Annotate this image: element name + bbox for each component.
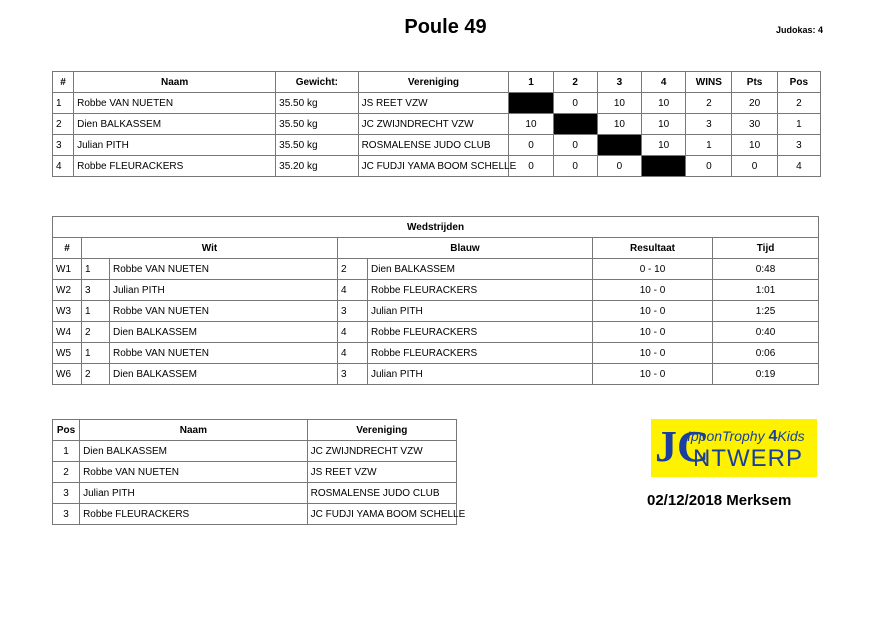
cell-wit-naam: Dien BALKASSEM [110, 322, 338, 343]
cell-wit-naam: Robbe VAN NUETEN [110, 301, 338, 322]
cell-gewicht: 35.50 kg [276, 114, 358, 135]
table-row [53, 280, 819, 301]
cell-self-blank [642, 156, 686, 177]
cell-gewicht: 35.50 kg [276, 93, 358, 114]
cell-resultaat: 10 - 0 [593, 343, 713, 364]
col-vereniging: Vereniging [307, 420, 456, 441]
table-row [53, 483, 457, 504]
table-row [53, 343, 819, 364]
cell-pos: 3 [53, 504, 80, 525]
cell-blauw-naam: Robbe FLEURACKERS [368, 343, 593, 364]
cell-score: 0 [553, 93, 597, 114]
cell-vereniging: JC FUDJI YAMA BOOM SCHELLE [358, 156, 509, 177]
cell-tijd: 1:01 [713, 280, 819, 301]
ippon-trophy-logo [651, 419, 817, 477]
cell-wit-naam: Dien BALKASSEM [110, 364, 338, 385]
judokas-count: Judokas: 4 [775, 25, 823, 35]
cell-wins: 1 [686, 135, 732, 156]
col-gewicht: Gewicht: [276, 72, 358, 93]
col-wins: WINS [686, 72, 732, 93]
cell-score: 10 [642, 135, 686, 156]
cell-naam: Julian PITH [80, 483, 308, 504]
col-pts: Pts [732, 72, 777, 93]
col-wit: Wit [82, 238, 338, 259]
cell-nr: 2 [53, 114, 74, 135]
col-pos: Pos [53, 420, 80, 441]
poule-table [52, 71, 821, 177]
table-row [53, 322, 819, 343]
logo-ippon-text: IpponTrophy 4Kids [687, 428, 805, 445]
cell-vereniging: ROSMALENSE JUDO CLUB [358, 135, 509, 156]
cell-resultaat: 10 - 0 [593, 301, 713, 322]
table-row [53, 441, 457, 462]
cell-vereniging: JC ZWIJNDRECHT VZW [358, 114, 509, 135]
cell-pos: 1 [53, 441, 80, 462]
cell-wit-nr: 2 [82, 322, 110, 343]
logo-jc-mark: JC [655, 422, 709, 471]
ranking-header-row [53, 420, 457, 441]
cell-blauw-nr: 4 [338, 343, 368, 364]
cell-score: 10 [597, 93, 641, 114]
table-row [53, 156, 821, 177]
cell-blauw-nr: 3 [338, 301, 368, 322]
col-vereniging: Vereniging [358, 72, 509, 93]
cell-naam: Dien BALKASSEM [74, 114, 276, 135]
cell-pos: 1 [777, 114, 820, 135]
cell-resultaat: 10 - 0 [593, 364, 713, 385]
cell-wins: 0 [686, 156, 732, 177]
cell-score: 10 [642, 114, 686, 135]
table-row [53, 259, 819, 280]
cell-match-id: W2 [53, 280, 82, 301]
cell-self-blank [509, 93, 553, 114]
cell-blauw-naam: Julian PITH [368, 364, 593, 385]
cell-resultaat: 10 - 0 [593, 280, 713, 301]
col-tijd: Tijd [713, 238, 819, 259]
ranking-table [52, 419, 466, 525]
col-naam: Naam [74, 72, 276, 93]
cell-naam: Robbe VAN NUETEN [80, 462, 308, 483]
table-row [53, 114, 821, 135]
cell-tijd: 1:25 [713, 301, 819, 322]
cell-self-blank [597, 135, 641, 156]
cell-self-blank [553, 114, 597, 135]
cell-score: 10 [509, 114, 553, 135]
cell-wit-nr: 2 [82, 364, 110, 385]
cell-nr: 4 [53, 156, 74, 177]
cell-wit-naam: Robbe VAN NUETEN [110, 343, 338, 364]
cell-pos: 4 [777, 156, 820, 177]
cell-naam: Robbe FLEURACKERS [74, 156, 276, 177]
cell-score: 0 [553, 156, 597, 177]
col-1: 1 [509, 72, 553, 93]
cell-blauw-nr: 2 [338, 259, 368, 280]
page-title: Poule 49 [404, 16, 487, 38]
cell-pts: 30 [732, 114, 777, 135]
logo-antwerp-text: NTWERP [693, 445, 803, 472]
table-row [53, 135, 821, 156]
cell-gewicht: 35.50 kg [276, 135, 358, 156]
cell-pos: 3 [53, 483, 80, 504]
table-row [53, 462, 457, 483]
poule-header-row [53, 72, 821, 93]
col-naam: Naam [80, 420, 308, 441]
cell-vereniging: JS REET VZW [358, 93, 509, 114]
table-row [53, 504, 457, 525]
cell-match-id: W3 [53, 301, 82, 322]
col-resultaat: Resultaat [593, 238, 713, 259]
col-nr: # [53, 238, 82, 259]
cell-wit-nr: 1 [82, 259, 110, 280]
cell-blauw-naam: Robbe FLEURACKERS [368, 322, 593, 343]
cell-wit-nr: 1 [82, 343, 110, 364]
col-3: 3 [597, 72, 641, 93]
cell-tijd: 0:06 [713, 343, 819, 364]
cell-tijd: 0:19 [713, 364, 819, 385]
wedstrijden-title-row [53, 217, 819, 238]
cell-score: 0 [553, 135, 597, 156]
table-row [53, 93, 821, 114]
cell-blauw-nr: 4 [338, 322, 368, 343]
cell-wit-nr: 1 [82, 301, 110, 322]
cell-pos: 2 [777, 93, 820, 114]
table-row [53, 301, 819, 322]
cell-vereniging: JC FUDJI YAMA BOOM SCHELLE [307, 504, 456, 525]
wedstrijden-table [52, 216, 819, 385]
cell-pts: 20 [732, 93, 777, 114]
cell-blauw-naam: Dien BALKASSEM [368, 259, 593, 280]
cell-match-id: W5 [53, 343, 82, 364]
cell-naam: Julian PITH [74, 135, 276, 156]
col-pos: Pos [777, 72, 820, 93]
cell-score: 10 [642, 93, 686, 114]
cell-pos: 2 [53, 462, 80, 483]
cell-resultaat: 10 - 0 [593, 322, 713, 343]
event-date-location: 02/12/2018 Merksem [647, 492, 792, 509]
col-nr: # [53, 72, 74, 93]
col-4: 4 [642, 72, 686, 93]
col-2: 2 [553, 72, 597, 93]
wedstrijden-title: Wedstrijden [53, 217, 819, 238]
cell-vereniging: ROSMALENSE JUDO CLUB [307, 483, 456, 504]
cell-wins: 2 [686, 93, 732, 114]
cell-wins: 3 [686, 114, 732, 135]
cell-blauw-naam: Robbe FLEURACKERS [368, 280, 593, 301]
cell-vereniging: JC ZWIJNDRECHT VZW [307, 441, 456, 462]
cell-naam: Robbe FLEURACKERS [80, 504, 308, 525]
cell-blauw-naam: Julian PITH [368, 301, 593, 322]
cell-nr: 3 [53, 135, 74, 156]
cell-resultaat: 0 - 10 [593, 259, 713, 280]
cell-match-id: W1 [53, 259, 82, 280]
cell-tijd: 0:48 [713, 259, 819, 280]
cell-naam: Robbe VAN NUETEN [74, 93, 276, 114]
cell-wit-nr: 3 [82, 280, 110, 301]
cell-score: 0 [509, 135, 553, 156]
cell-nr: 1 [53, 93, 74, 114]
col-blauw: Blauw [338, 238, 593, 259]
cell-score: 10 [597, 114, 641, 135]
table-row [53, 364, 819, 385]
cell-wit-naam: Julian PITH [110, 280, 338, 301]
cell-tijd: 0:40 [713, 322, 819, 343]
cell-pts: 0 [732, 156, 777, 177]
cell-match-id: W4 [53, 322, 82, 343]
cell-blauw-nr: 4 [338, 280, 368, 301]
cell-naam: Dien BALKASSEM [80, 441, 308, 462]
wedstrijden-header-row [53, 238, 819, 259]
cell-match-id: W6 [53, 364, 82, 385]
cell-gewicht: 35.20 kg [276, 156, 358, 177]
cell-wit-naam: Robbe VAN NUETEN [110, 259, 338, 280]
cell-pts: 10 [732, 135, 777, 156]
cell-vereniging: JS REET VZW [307, 462, 456, 483]
cell-pos: 3 [777, 135, 820, 156]
cell-score: 0 [509, 156, 553, 177]
cell-blauw-nr: 3 [338, 364, 368, 385]
cell-score: 0 [597, 156, 641, 177]
